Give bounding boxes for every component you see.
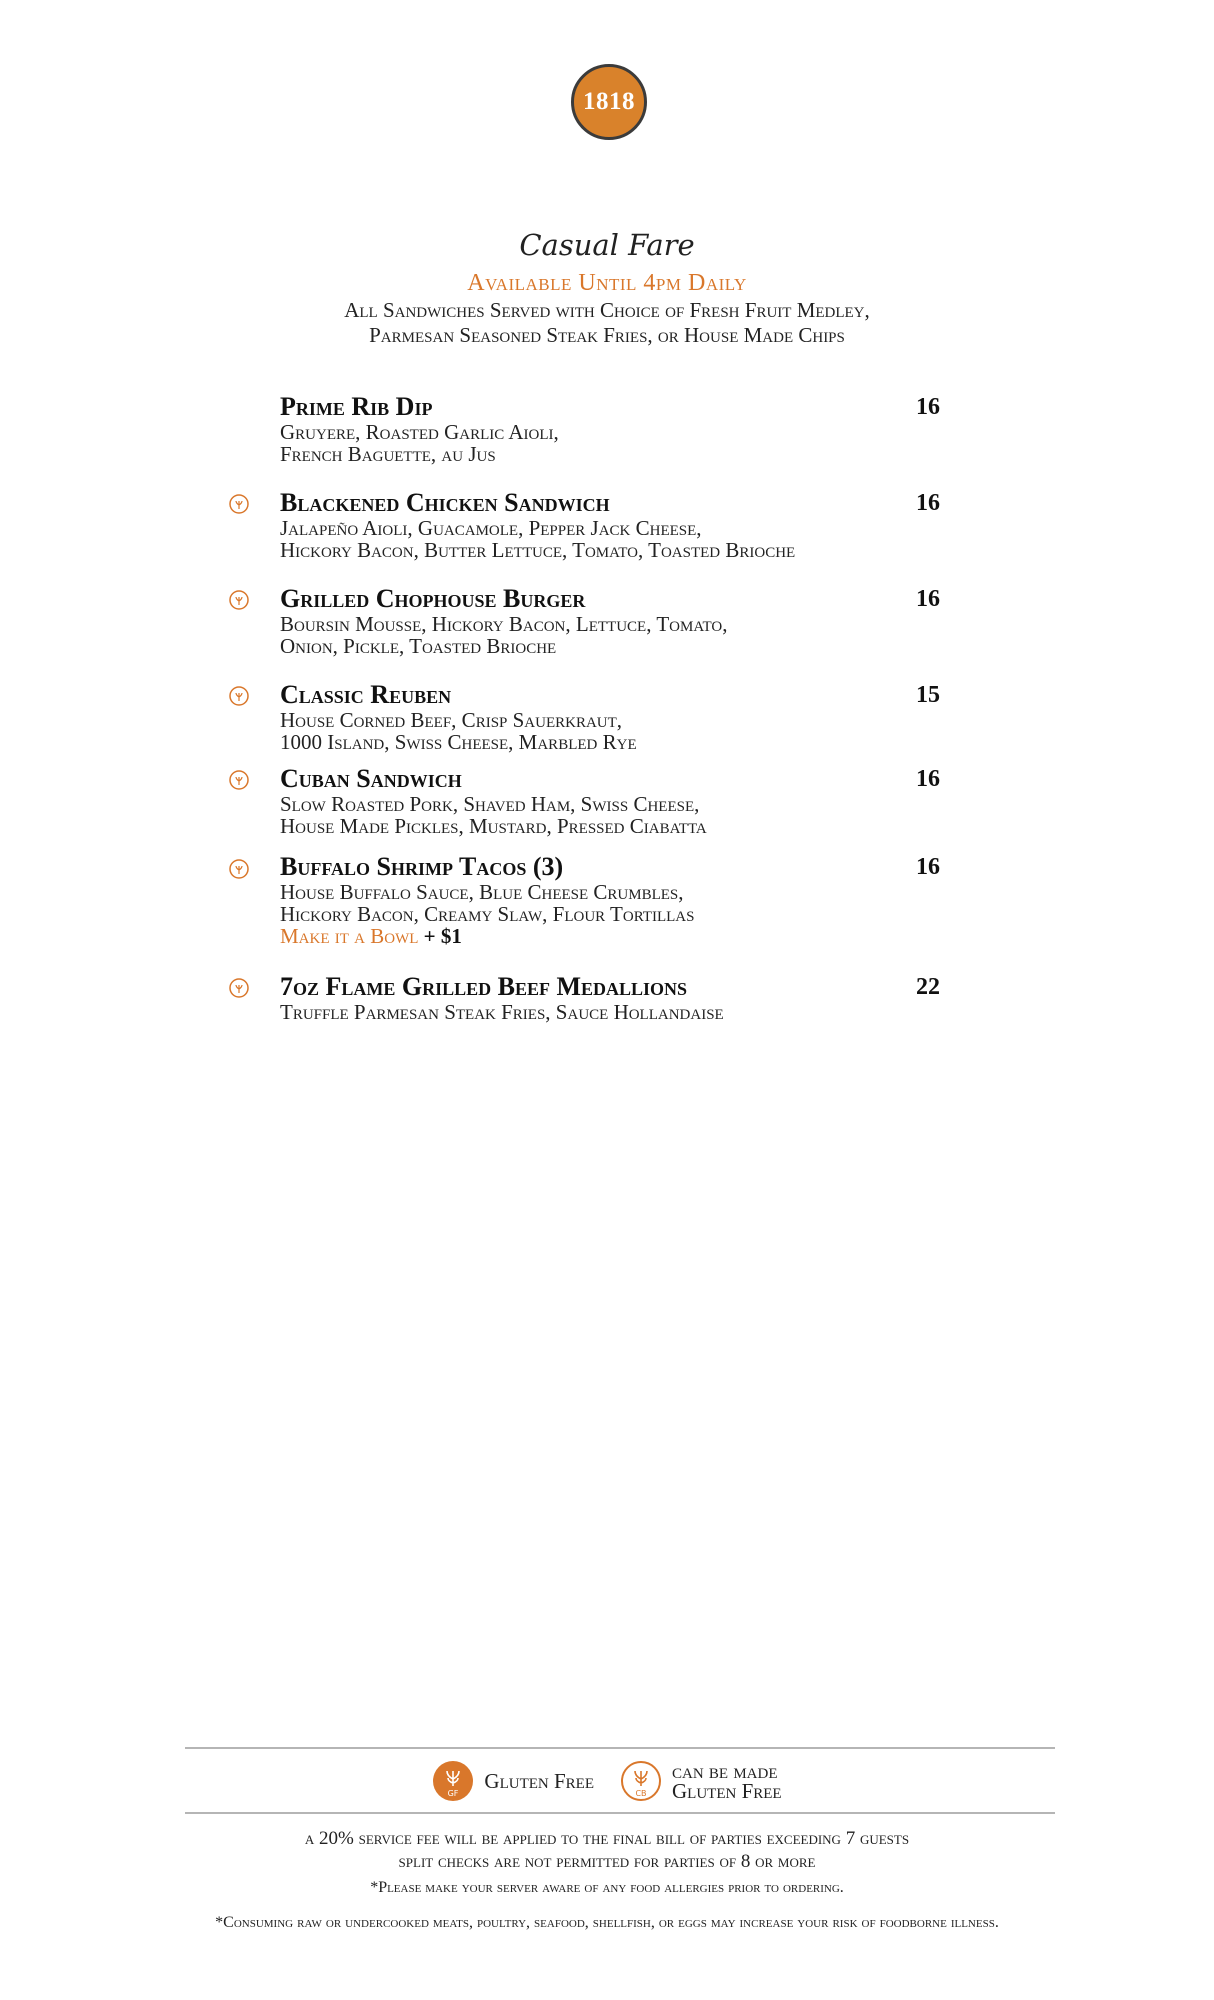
gf-icon-text: GF [448, 1789, 459, 1798]
sides-note-line1: All Sandwiches Served with Choice of Fresh Fruit Medley, [344, 298, 870, 322]
can-be-gluten-free-icon [229, 686, 249, 706]
item-price: 16 [916, 490, 940, 516]
allergy-notice: *Please make your server aware of any food allergies prior to ordering. [370, 1879, 844, 1896]
upgrade-price: + $1 [423, 924, 462, 948]
policy-notices [0, 1827, 1214, 1873]
cb-icon-text: CB [635, 1789, 647, 1798]
item-desc-line1: Boursin Mousse, Hickory Bacon, Lettuce, Tomato, [280, 612, 728, 636]
menu-item-beef-medallions [280, 973, 940, 1023]
item-desc-line1: Truffle Parmesan Steak Fries, Sauce Hollandaise [280, 1000, 724, 1024]
item-desc-line2: Hickory Bacon, Creamy Slaw, Flour Tortillas [280, 902, 695, 926]
menu-item-buffalo-shrimp-tacos [280, 853, 940, 947]
section-title: Casual Fare [519, 228, 695, 262]
gluten-free-icon [432, 1760, 474, 1802]
item-price: 15 [916, 682, 940, 708]
divider-top [185, 1747, 1055, 1749]
legend [0, 1760, 1214, 1802]
item-desc-line2: Hickory Bacon, Butter Lettuce, Tomato, Toasted Brioche [280, 538, 796, 562]
menu-item-grilled-chophouse-burger [280, 585, 940, 657]
can-be-gluten-free-label [672, 1761, 782, 1801]
item-name: Classic Reuben [280, 680, 452, 709]
item-desc-line2: French Baguette, au Jus [280, 442, 496, 466]
item-price: 16 [916, 854, 940, 880]
item-upgrade [280, 925, 940, 947]
service-fee-notice: a 20% service fee will be applied to the final bill of parties exceeding 7 guests [304, 1828, 910, 1849]
item-name: 7oz Flame Grilled Beef Medallions [280, 972, 688, 1001]
item-name: Blackened Chicken Sandwich [280, 488, 610, 517]
menu-item-cuban-sandwich [280, 765, 940, 837]
availability-note: Available Until 4pm Daily [467, 270, 747, 296]
item-name: Buffalo Shrimp Tacos (3) [280, 852, 564, 881]
item-desc-line2: 1000 Island, Swiss Cheese, Marbled Rye [280, 730, 637, 754]
divider-bottom [185, 1812, 1055, 1814]
cb-label-line2: Gluten Free [672, 1779, 782, 1803]
menu-item-prime-rib-dip [280, 393, 940, 465]
menu-item-classic-reuben [280, 681, 940, 753]
logo-text: 1818 [583, 88, 635, 115]
item-desc-line2: Onion, Pickle, Toasted Brioche [280, 634, 557, 658]
section-header [0, 228, 1214, 347]
can-be-gluten-free-icon [229, 770, 249, 790]
restaurant-logo [571, 64, 647, 140]
can-be-gluten-free-icon [229, 859, 249, 879]
item-price: 16 [916, 766, 940, 792]
item-desc-line1: Slow Roasted Pork, Shaved Ham, Swiss Cheese, [280, 792, 700, 816]
item-price: 16 [916, 586, 940, 612]
item-price: 22 [916, 974, 940, 1000]
gluten-free-label: Gluten Free [484, 1769, 594, 1793]
can-be-gluten-free-legend-icon [620, 1760, 662, 1802]
can-be-gluten-free-icon [229, 590, 249, 610]
item-desc-line1: House Corned Beef, Crisp Sauerkraut, [280, 708, 623, 732]
item-name: Cuban Sandwich [280, 764, 462, 793]
item-desc-line1: Jalapeño Aioli, Guacamole, Pepper Jack Cheese, [280, 516, 702, 540]
cb-label-line1: can be made [672, 1759, 778, 1783]
item-price: 16 [916, 394, 940, 420]
can-be-gluten-free-icon [229, 978, 249, 998]
sides-note-line2: Parmesan Seasoned Steak Fries, or House Made Chips [369, 323, 845, 347]
menu-item-blackened-chicken-sandwich [280, 489, 940, 561]
item-desc-line2: House Made Pickles, Mustard, Pressed Ciabatta [280, 814, 707, 838]
consumption-warning: *Consuming raw or undercooked meats, poultry, seafood, shellfish, or eggs may increase your risk of foodborne illness. [215, 1914, 999, 1931]
item-name: Grilled Chophouse Burger [280, 584, 586, 613]
upgrade-label: Make it a Bowl [280, 924, 419, 948]
item-desc-line1: Gruyere, Roasted Garlic Aioli, [280, 420, 559, 444]
can-be-gluten-free-icon [229, 494, 249, 514]
item-name: Prime Rib Dip [280, 392, 433, 421]
item-desc-line1: House Buffalo Sauce, Blue Cheese Crumbles, [280, 880, 684, 904]
split-checks-notice: split checks are not permitted for parties of 8 or more [398, 1851, 816, 1872]
